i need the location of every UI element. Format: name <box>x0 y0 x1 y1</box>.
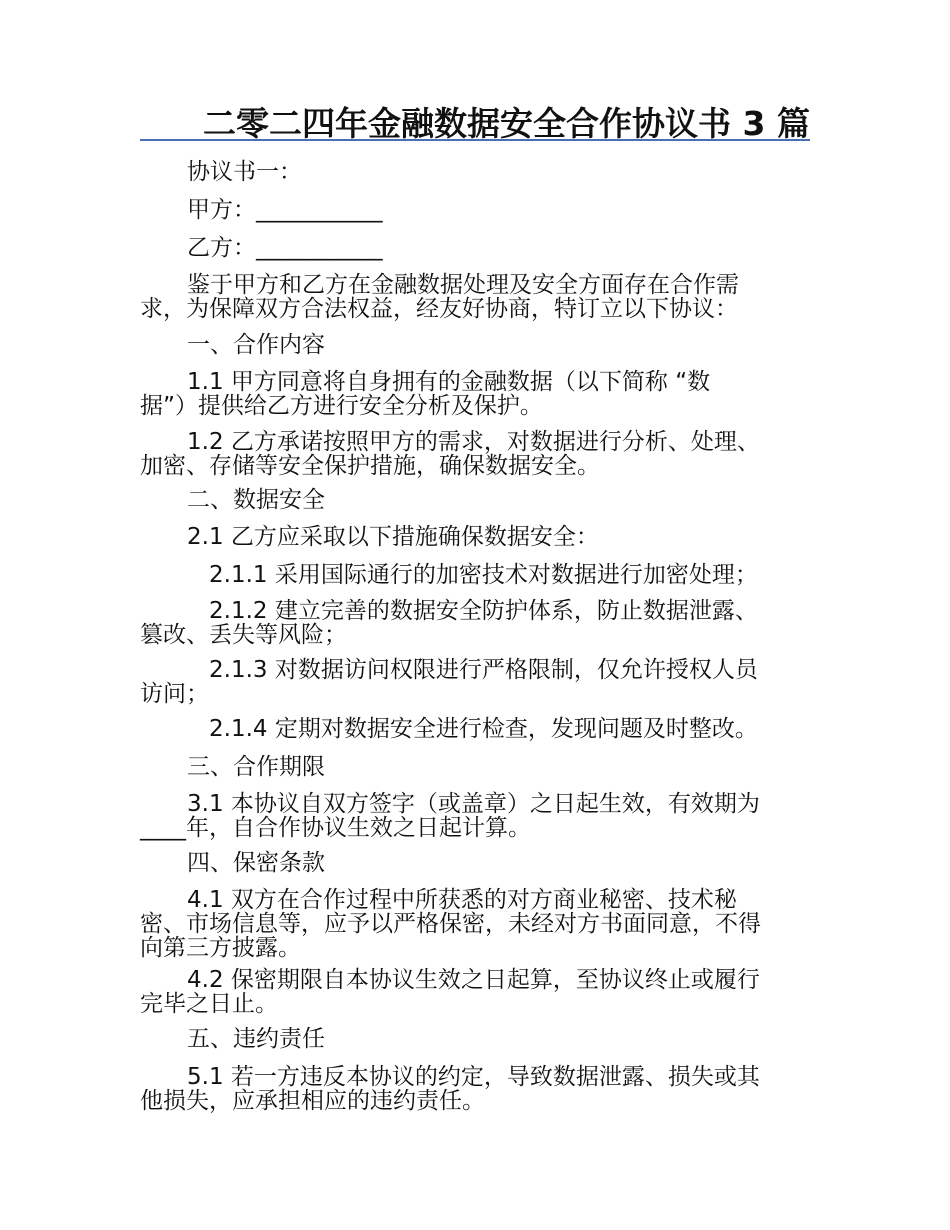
paragraph-clause-4-2 <box>140 968 810 1016</box>
paragraph-section-3-heading <box>140 755 810 779</box>
paragraph-line: 访问； <box>140 681 209 707</box>
paragraph-line: 向第三方披露。 <box>140 935 301 961</box>
paragraph-line: 2.1 乙方应采取以下措施确保数据安全： <box>187 524 599 550</box>
paragraph-line: 乙方：___________ <box>187 235 383 261</box>
paragraph-line: 完毕之日止。 <box>140 991 278 1017</box>
paragraph-clause-2-1 <box>140 525 810 549</box>
paragraph-line: 加密、存储等安全保护措施，确保数据安全。 <box>140 453 600 479</box>
paragraph-line: 五、违约责任 <box>187 1026 325 1052</box>
paragraph-clause-1-1 <box>140 370 810 418</box>
paragraph-line: 他损失，应承担相应的违约责任。 <box>140 1088 485 1114</box>
paragraph-line: 甲方：___________ <box>187 197 383 223</box>
paragraph-line: 2.1.2 建立完善的数据安全防护体系，防止数据泄露、 <box>209 598 758 624</box>
paragraph-party-b <box>140 236 810 260</box>
paragraph-line: 4.1 双方在合作过程中所获悉的对方商业秘密、技术秘 <box>187 887 737 913</box>
paragraph-section-4-heading <box>140 851 810 875</box>
paragraph-clause-1-2 <box>140 430 810 478</box>
paragraph-clause-5-1 <box>140 1065 810 1113</box>
paragraph-line: 4.2 保密期限自本协议生效之日起算，至协议终止或履行 <box>187 967 760 993</box>
paragraph-clause-2-1-1 <box>140 563 810 587</box>
paragraph-line: 2.1.4 定期对数据安全进行检查，发现问题及时整改。 <box>209 716 758 742</box>
paragraph-section-1-heading <box>140 333 810 357</box>
paragraph-line: 据”）提供给乙方进行安全分析及保护。 <box>140 393 543 419</box>
title-underline <box>140 139 810 141</box>
paragraph-section-2-heading <box>140 488 810 512</box>
paragraph-line: 求，为保障双方合法权益，经友好协商，特订立以下协议： <box>140 296 738 322</box>
paragraph-clause-2-1-2 <box>140 599 810 647</box>
paragraph-line: 篡改、丢失等风险； <box>140 622 347 648</box>
document-title: 二零二四年金融数据安全合作协议书 3 篇 <box>203 104 810 143</box>
paragraph-clause-4-1 <box>140 888 810 960</box>
paragraph-line: 5.1 若一方违反本协议的约定，导致数据泄露、损失或其 <box>187 1064 760 1090</box>
paragraph-line: 三、合作期限 <box>187 754 325 780</box>
paragraph-line: ____年，自合作协议生效之日起计算。 <box>140 815 531 841</box>
paragraph-section-5-heading <box>140 1027 810 1051</box>
paragraph-line: 鉴于甲方和乙方在金融数据处理及安全方面存在合作需 <box>187 272 739 298</box>
paragraph-clause-3-1 <box>140 792 810 840</box>
paragraph-party-a <box>140 198 810 222</box>
paragraph-line: 一、合作内容 <box>187 332 325 358</box>
paragraph-line: 四、保密条款 <box>187 850 325 876</box>
paragraph-line: 协议书一： <box>187 159 302 185</box>
paragraph-line: 2.1.3 对数据访问权限进行严格限制，仅允许授权人员 <box>209 657 758 683</box>
paragraph-agreement-one-heading <box>140 160 810 184</box>
paragraph-line: 1.1 甲方同意将自身拥有的金融数据（以下简称 “数 <box>187 369 711 395</box>
paragraph-clause-2-1-4 <box>140 717 810 741</box>
paragraph-clause-2-1-3 <box>140 658 810 706</box>
paragraph-line: 2.1.1 采用国际通行的加密技术对数据进行加密处理； <box>209 562 758 588</box>
paragraph-line: 密、市场信息等，应予以严格保密，未经对方书面同意，不得 <box>140 911 761 937</box>
paragraph-line: 二、数据安全 <box>187 487 325 513</box>
paragraph-line: 1.2 乙方承诺按照甲方的需求，对数据进行分析、处理、 <box>187 429 760 455</box>
paragraph-line: 3.1 本协议自双方签字（或盖章）之日起生效，有效期为 <box>187 791 760 817</box>
paragraph-preamble <box>140 273 810 321</box>
